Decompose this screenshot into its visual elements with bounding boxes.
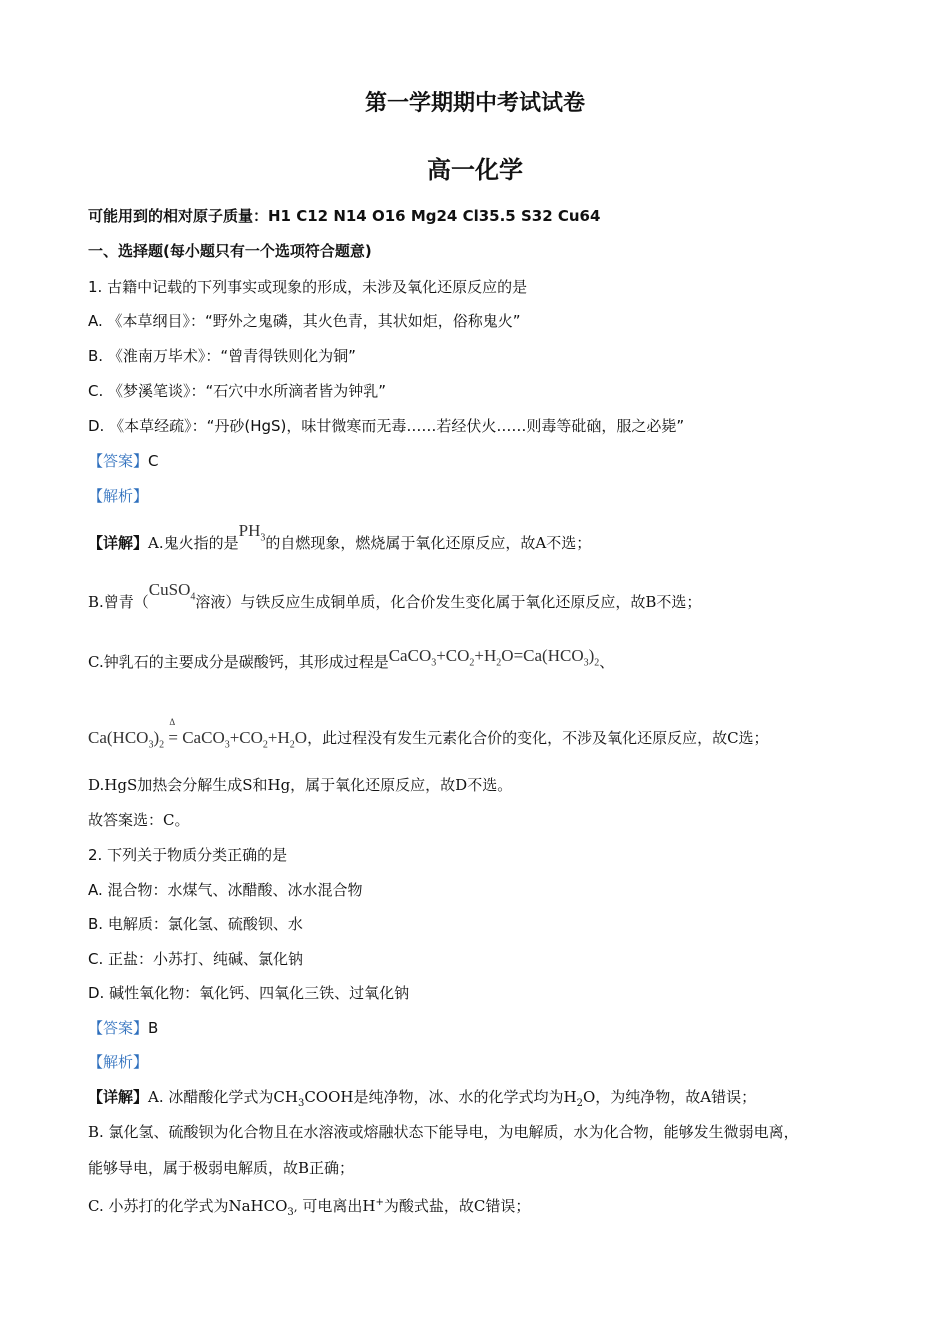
answer-value: C <box>148 452 159 470</box>
q1-option-a: A. 《本草纲目》：“野外之鬼磷，其火色青，其状如炬，俗称鬼火” <box>88 312 521 330</box>
q1-detail-c: C.钟乳石的主要成分是碳酸钙，其形成过程是$CaCO_3+CO_2+H_2O=Ca(HCO_3)_2$、 <box>88 646 615 671</box>
q2-stem: 2. 下列关于物质分类正确的是 <box>88 846 288 864</box>
page-title: 第一学期期中考试试卷 <box>364 90 585 116</box>
q1-detail-c2: $Ca(HCO_3)_2$ Δ = $CaCO_3+CO_2+H_2O$，此过程没有发生元素化合价的变化，不涉及氧化还原反应，故C选； <box>88 728 769 755</box>
q2-option-a: A. 混合物：水煤气、冰醋酸、冰水混合物 <box>88 881 363 899</box>
q1-stem: 1. 古籍中记载的下列事实或现象的形成，未涉及氧化还原反应的是 <box>88 278 528 296</box>
q1-analysis-tag: 【解析】 <box>88 487 149 505</box>
q1-option-d: D. 《本草经疏》：“丹砂(HgS)，味甘微寒而无毒……若经伏火……则毒等砒硇，服之必毙” <box>88 417 685 435</box>
detail-tag: 【详解】 <box>88 1088 149 1106</box>
q1-detail-b: B.曾青（CuSO$_4$溶液）与铁反应生成铜单质，化合价发生变化属于氧化还原反应，故B不选； <box>88 580 702 611</box>
q1-option-b: B. 《淮南万毕术》：“曾青得铁则化为铜” <box>88 347 356 365</box>
q2-detail-c: C. 小苏打的化学式为NaHCO$_3$, 可电离出H+为酸式盐，故C错误； <box>88 1197 531 1218</box>
heat-symbol: Δ <box>169 717 176 727</box>
q2-detail-b-line2: 能够导电，属于极弱电解质，故B正确； <box>88 1159 355 1177</box>
q2-detail-a: 【详解】A. 冰醋酸化学式为$CH_3COOH$是纯净物，冰、水的化学式均为$H_2O$，为纯净物，故A错误； <box>88 1088 757 1109</box>
q1-detail-d: D.HgS加热会分解生成S和Hg，属于氧化还原反应，故D不选。 <box>88 776 513 794</box>
q2-analysis-tag: 【解析】 <box>88 1053 149 1071</box>
q2-answer <box>88 1018 158 1038</box>
page-subtitle: 高一化学 <box>427 155 523 184</box>
q2-option-c: C. 正盐：小苏打、纯碱、氯化钠 <box>88 950 304 968</box>
atomic-masses: 可能用到的相对原子质量：H1 C12 N14 O16 Mg24 Cl35.5 S32 Cu64 <box>88 207 601 225</box>
formula-equation-1: $CaCO_3+CO_2+H_2O=Ca(HCO_3)_2$ <box>388 646 600 669</box>
answer-tag: 【答案】 <box>88 452 149 470</box>
formula-equation-2: $Ca(HCO_3)_2$ Δ = $CaCO_3+CO_2+H_2O$ <box>88 728 307 747</box>
q1-answer <box>88 451 159 471</box>
answer-tag: 【答案】 <box>88 1019 149 1037</box>
q1-detail-a: 【详解】A.鬼火指的是$PH_3$的自燃现象，燃烧属于氧化还原反应，故A不选； <box>88 521 592 552</box>
formula-cuso4: CuSO$_4$ <box>148 580 196 603</box>
q2-detail-b-line1: B. 氯化氢、硫酸钡为化合物且在水溶液或熔融状态下能导电，为电解质，水为化合物，能够发生微弱电离， <box>88 1123 799 1141</box>
q1-conclusion: 故答案选：C。 <box>88 811 190 829</box>
answer-value: B <box>148 1019 159 1037</box>
q2-option-b: B. 电解质：氯化氢、硫酸钡、水 <box>88 915 303 933</box>
section-heading: 一、选择题(每小题只有一个选项符合题意) <box>88 242 372 260</box>
detail-tag: 【详解】 <box>88 534 149 552</box>
q2-option-d: D. 碱性氧化物：氧化钙、四氧化三铁、过氧化钠 <box>88 984 410 1002</box>
formula-ph3: $PH_3$ <box>238 521 266 544</box>
q1-option-c: C. 《梦溪笔谈》：“石穴中水所滴者皆为钟乳” <box>88 382 387 400</box>
